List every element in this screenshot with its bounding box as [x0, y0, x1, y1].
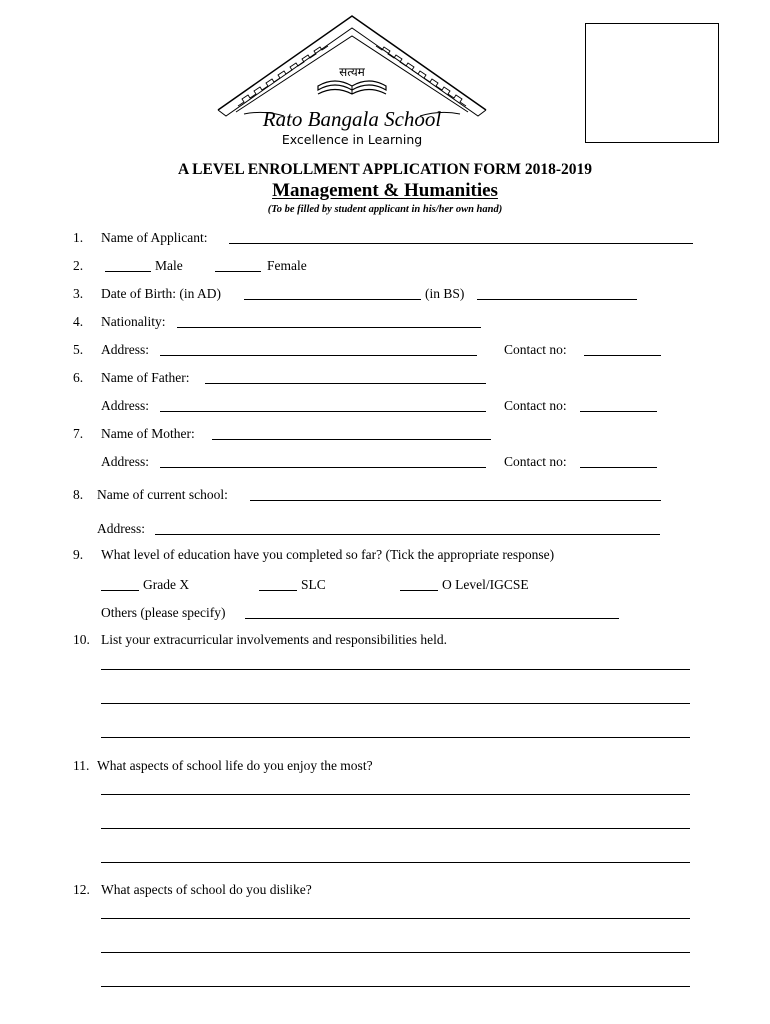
q12-label: What aspects of school do you dislike?: [101, 882, 312, 897]
q6-label: Name of Father:: [101, 370, 190, 385]
grade-x-field[interactable]: [101, 590, 139, 591]
nationality-field[interactable]: [177, 327, 481, 328]
dob-bs-field[interactable]: [477, 299, 637, 300]
enjoy-line-3[interactable]: [101, 862, 690, 863]
q4-label: Nationality:: [101, 314, 166, 329]
q10-number: 10.: [73, 632, 90, 647]
dislike-line-3[interactable]: [101, 986, 690, 987]
slc-field[interactable]: [259, 590, 297, 591]
q7-contact-label: Contact no:: [504, 454, 567, 469]
dob-ad-field[interactable]: [244, 299, 421, 300]
female-field[interactable]: [215, 271, 261, 272]
applicant-name-field[interactable]: [229, 243, 693, 244]
q1-number: 1.: [73, 230, 84, 245]
school-emblem-icon: [214, 14, 490, 148]
father-address-field[interactable]: [160, 411, 486, 412]
father-name-field[interactable]: [205, 383, 486, 384]
current-school-field[interactable]: [250, 500, 661, 501]
extracurricular-line-1[interactable]: [101, 669, 690, 670]
logo-devanagari-text: सत्यम: [339, 65, 365, 79]
male-label: Male: [155, 258, 183, 273]
q8-label: Name of current school:: [97, 487, 228, 502]
q6-number: 6.: [73, 370, 84, 385]
father-contact-field[interactable]: [580, 411, 657, 412]
q4-number: 4.: [73, 314, 84, 329]
enjoy-line-1[interactable]: [101, 794, 690, 795]
q11-label: What aspects of school life do you enjoy the most?: [97, 758, 373, 773]
o-level-field[interactable]: [400, 590, 438, 591]
logo-motto: Excellence in Learning: [281, 132, 423, 147]
school-address-field[interactable]: [155, 534, 660, 535]
others-label: Others (please specify): [101, 605, 226, 620]
q9-number: 9.: [73, 547, 84, 562]
q7-label: Name of Mother:: [101, 426, 195, 441]
school-logo: [214, 14, 490, 148]
male-field[interactable]: [105, 271, 151, 272]
enjoy-line-2[interactable]: [101, 828, 690, 829]
q7-address-label: Address:: [101, 454, 149, 469]
mother-contact-field[interactable]: [580, 467, 657, 468]
q2-number: 2.: [73, 258, 84, 273]
others-field[interactable]: [245, 618, 619, 619]
dob-bs-label: (in BS): [425, 286, 465, 301]
mother-address-field[interactable]: [160, 467, 486, 468]
q6-contact-label: Contact no:: [504, 398, 567, 413]
q8-address-label: Address:: [97, 521, 145, 536]
form-instruction-note: (To be filled by student applicant in his/her own hand): [267, 204, 503, 215]
grade-x-label: Grade X: [143, 577, 190, 592]
dislike-line-1[interactable]: [101, 918, 690, 919]
q12-number: 12.: [73, 882, 90, 897]
dislike-line-2[interactable]: [101, 952, 690, 953]
q6-address-label: Address:: [101, 398, 149, 413]
logo-school-name: Rato Bangala School: [262, 107, 442, 131]
mother-name-field[interactable]: [212, 439, 491, 440]
form-subtitle: Management & Humanities: [272, 180, 498, 201]
q5-contact-label: Contact no:: [504, 342, 567, 357]
q9-label: What level of education have you completed so far? (Tick the appropriate response): [101, 547, 555, 562]
address-field[interactable]: [160, 355, 477, 356]
q10-label: List your extracurricular involvements and responsibilities held.: [101, 632, 448, 647]
extracurricular-line-2[interactable]: [101, 703, 690, 704]
q5-number: 5.: [73, 342, 84, 357]
q5-label: Address:: [101, 342, 149, 357]
q8-number: 8.: [73, 487, 84, 502]
q11-number: 11.: [73, 758, 90, 773]
extracurricular-line-3[interactable]: [101, 737, 690, 738]
q1-label: Name of Applicant:: [101, 230, 208, 245]
photo-box[interactable]: [585, 23, 719, 143]
q7-number: 7.: [73, 426, 84, 441]
o-level-label: O Level/IGCSE: [442, 577, 529, 592]
form-subtitle-wrap: [0, 180, 770, 202]
q3-label: Date of Birth: (in AD): [101, 286, 221, 301]
slc-label: SLC: [301, 577, 326, 592]
contact-field[interactable]: [584, 355, 661, 356]
female-label: Female: [267, 258, 307, 273]
q3-number: 3.: [73, 286, 84, 301]
form-title: A LEVEL ENROLLMENT APPLICATION FORM 2018-2019: [177, 161, 593, 178]
